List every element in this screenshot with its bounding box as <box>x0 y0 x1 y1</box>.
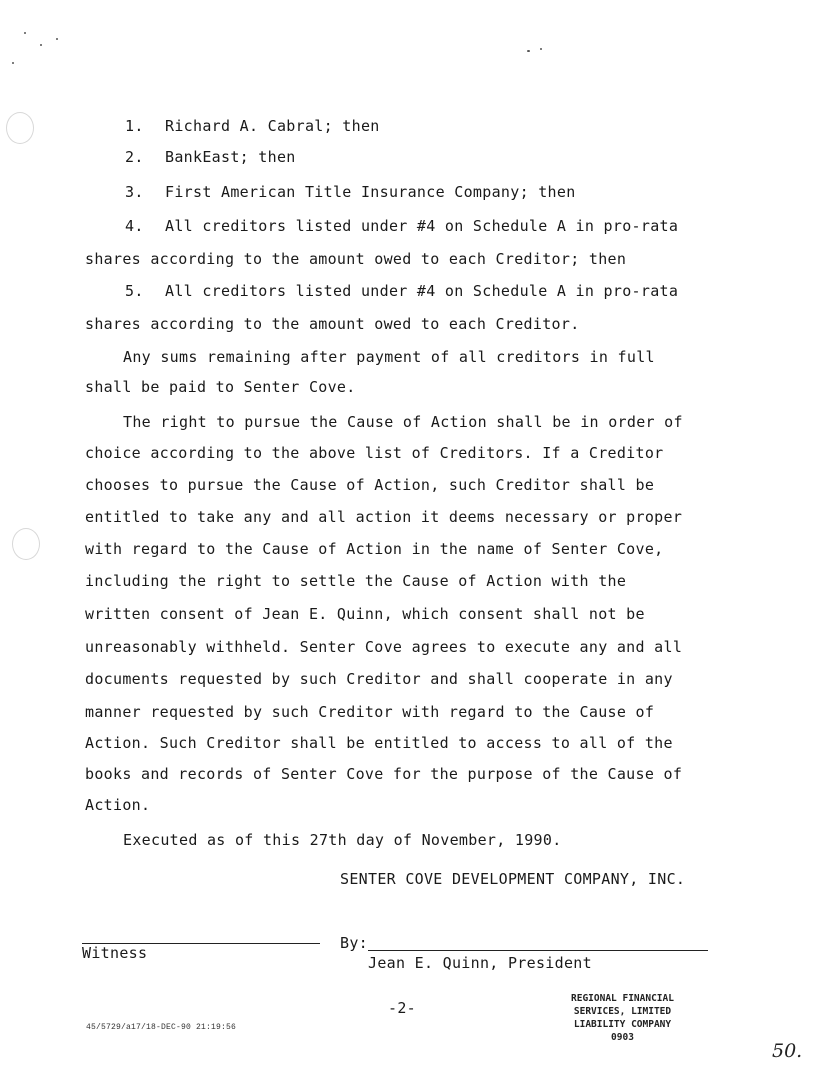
paragraph-line: Action. <box>85 796 151 814</box>
paragraph-line: The right to pursue the Cause of Action shall be in order of <box>123 413 683 431</box>
witness-label: Witness <box>82 944 148 962</box>
execution-date-line: Executed as of this 27th day of November, 1990. <box>123 831 562 849</box>
list-item-continuation: shares according to the amount owed to each Creditor. <box>85 315 580 333</box>
list-item-number: 1. <box>125 117 144 135</box>
stamp-line: REGIONAL FINANCIAL <box>571 993 674 1004</box>
list-item-number: 5. <box>125 282 144 300</box>
list-item-number: 2. <box>125 148 144 166</box>
list-item-text: Richard A. Cabral; then <box>165 117 380 135</box>
scan-speck <box>40 44 42 46</box>
paragraph-line: chooses to pursue the Cause of Action, such Creditor shall be <box>85 476 655 494</box>
scan-speck <box>24 32 26 34</box>
handwritten-page-number: 50. <box>772 1040 803 1062</box>
paragraph-line: with regard to the Cause of Action in the name of Senter Cove, <box>85 540 664 558</box>
paragraph-line: including the right to settle the Cause of Action with the <box>85 572 627 590</box>
list-item <box>125 117 380 135</box>
signer-name: Jean E. Quinn, President <box>368 954 592 972</box>
company-name: SENTER COVE DEVELOPMENT COMPANY, INC. <box>340 870 686 888</box>
list-item-number: 3. <box>125 183 144 201</box>
list-item <box>125 148 296 166</box>
scan-speck <box>56 38 58 40</box>
paragraph-line: unreasonably withheld. Senter Cove agrees to execute any and all <box>85 638 683 656</box>
scan-speck <box>12 62 14 64</box>
punch-hole-mark <box>6 112 34 144</box>
stamp-line: 0903 <box>611 1032 634 1043</box>
paragraph-line: written consent of Jean E. Quinn, which consent shall not be <box>85 605 645 623</box>
stamp-line: LIABILITY COMPANY <box>573 1019 672 1030</box>
paragraph-line: manner requested by such Creditor with regard to the Cause of <box>85 703 655 721</box>
list-item-text: BankEast; then <box>165 148 296 166</box>
paragraph-line: books and records of Senter Cove for the purpose of the Cause of <box>85 765 683 783</box>
scan-speck <box>540 48 542 50</box>
paragraph-line: Any sums remaining after payment of all creditors in full <box>123 348 655 366</box>
list-item-text: All creditors listed under #4 on Schedule A in pro-rata <box>165 282 679 300</box>
scan-speck <box>527 50 530 52</box>
paragraph-line: choice according to the above list of Creditors. If a Creditor <box>85 444 664 462</box>
page-number: -2- <box>388 999 416 1017</box>
stamp-line: SERVICES, LIMITED <box>573 1006 672 1017</box>
paragraph-line: entitled to take any and all action it deems necessary or proper <box>85 508 683 526</box>
punch-hole-mark <box>12 528 40 560</box>
list-item <box>125 282 678 300</box>
list-item <box>125 217 678 235</box>
by-label: By: <box>340 934 368 952</box>
paragraph-line: Action. Such Creditor shall be entitled to access to all of the <box>85 734 673 752</box>
list-item-text: All creditors listed under #4 on Schedule A in pro-rata <box>165 217 679 235</box>
company-stamp <box>560 992 685 1044</box>
list-item-text: First American Title Insurance Company; then <box>165 183 576 201</box>
list-item-number: 4. <box>125 217 144 235</box>
list-item-continuation: shares according to the amount owed to each Creditor; then <box>85 250 627 268</box>
paragraph-line: documents requested by such Creditor and shall cooperate in any <box>85 670 673 688</box>
fax-header: 45/5729/a17/18-DEC-90 21:19:56 <box>86 1023 237 1032</box>
paragraph-line: shall be paid to Senter Cove. <box>85 378 356 396</box>
list-item <box>125 183 576 201</box>
signer-signature-line <box>368 950 708 951</box>
